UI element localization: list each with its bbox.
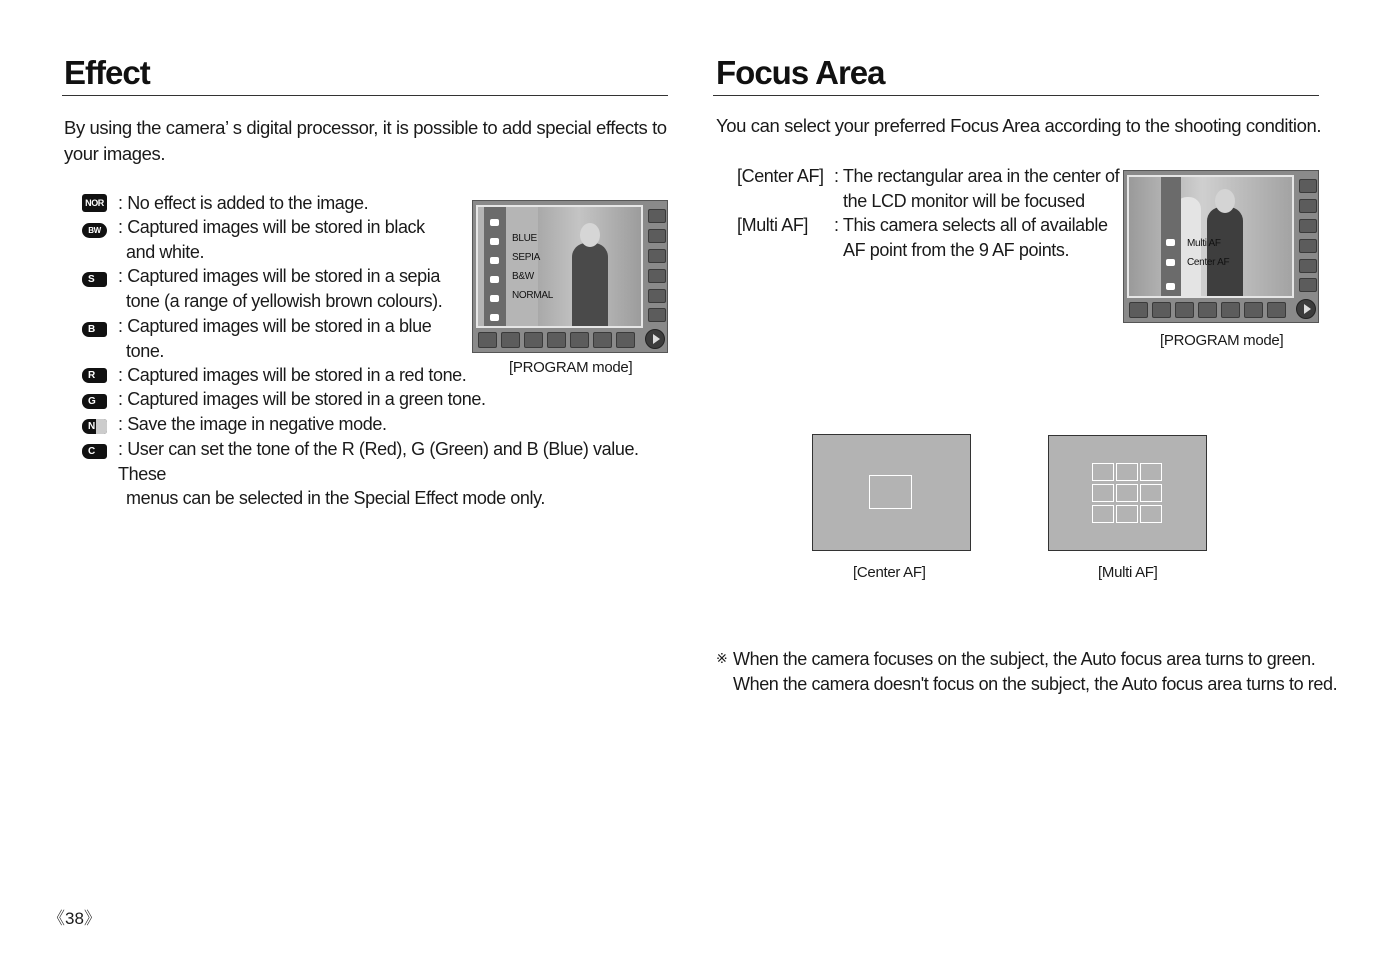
camera-bottom-button xyxy=(501,332,520,348)
menu-blue-icon xyxy=(490,238,499,245)
focus-area-intro: You can select your preferred Focus Area according to the shooting condition. xyxy=(716,115,1322,136)
focus-note-line2: When the camera doesn't focus on the subject, the Auto focus area turns to red. xyxy=(733,674,1338,694)
camera-bottom-button xyxy=(1244,302,1263,318)
menu-focus-icon xyxy=(1166,283,1175,290)
multi-af-caption: [Multi AF] xyxy=(1098,564,1158,581)
blue-effect-icon: B xyxy=(82,322,107,337)
effect-desc-cont: tone. xyxy=(126,340,165,361)
effect-intro-line2: your images. xyxy=(64,143,166,164)
center-af-frame xyxy=(869,475,912,509)
center-af-desc-line2: the LCD monitor will be focused xyxy=(843,190,1085,211)
photo-groom xyxy=(1207,207,1243,296)
camera-lcd-screen xyxy=(476,205,643,328)
camera-side-button xyxy=(648,209,666,223)
center-af-diagram xyxy=(812,434,971,551)
camera-bottom-button xyxy=(524,332,543,348)
camera-side-button xyxy=(648,269,666,283)
multi-af-diagram xyxy=(1048,435,1207,551)
focus-note xyxy=(733,647,1343,697)
camera-side-button xyxy=(648,229,666,243)
photo-subject xyxy=(572,243,608,326)
menu-sepia-icon xyxy=(490,257,499,264)
effect-desc-cont: and white. xyxy=(126,241,205,262)
camera-play-icon xyxy=(1296,299,1316,319)
photo-face xyxy=(580,223,600,247)
multi-af-desc-line1: : This camera selects all of available xyxy=(834,215,1108,235)
camera-menu-sepia: SEPIA xyxy=(512,252,540,263)
menu-bw-icon xyxy=(490,276,499,283)
center-af-caption: [Center AF] xyxy=(853,564,926,581)
camera-side-button xyxy=(648,308,666,322)
effect-desc: : No effect is added to the image. xyxy=(118,193,369,213)
multi-af-point xyxy=(1116,505,1138,523)
center-af-term: [Center AF] xyxy=(737,166,824,186)
camera-lcd-effect-illustration xyxy=(472,200,668,353)
custom-rgb-effect-icon: C xyxy=(82,444,107,459)
camera-side-button xyxy=(648,289,666,303)
camera-bottom-button xyxy=(1175,302,1194,318)
focus-area-title-rule xyxy=(713,95,1319,96)
camera-bottom-button xyxy=(570,332,589,348)
camera-menu-center-af: Center AF xyxy=(1187,257,1230,268)
effect-desc: : Captured images will be stored in a red tone. xyxy=(118,365,467,385)
camera-lcd-focus-illustration xyxy=(1123,170,1319,323)
black-white-effect-icon: BW xyxy=(82,223,107,238)
effect-desc: : Save the image in negative mode. xyxy=(118,414,387,434)
negative-effect-icon-letter: N xyxy=(88,421,95,432)
effect-title-rule xyxy=(62,95,668,96)
camera-menu-icon-strip xyxy=(1161,177,1181,296)
center-af-description xyxy=(834,164,1124,213)
menu-normal-icon xyxy=(490,295,499,302)
effect-desc: : Captured images will be stored in a green tone. xyxy=(118,389,486,409)
camera-side-button xyxy=(648,249,666,263)
effect-desc: : Captured images will be stored in black xyxy=(118,217,425,237)
effect-camera-caption: [PROGRAM mode] xyxy=(509,359,633,376)
effect-desc: : Captured images will be stored in a blue xyxy=(118,316,432,336)
camera-menu-normal: NORMAL xyxy=(512,290,553,301)
camera-play-icon xyxy=(645,329,665,349)
multi-af-point xyxy=(1116,463,1138,481)
red-effect-icon: R xyxy=(82,368,107,383)
camera-bottom-button xyxy=(1221,302,1240,318)
menu-multi-af-icon xyxy=(1166,239,1175,246)
focus-area-title: Focus Area xyxy=(716,54,885,91)
effect-intro-line1: By using the camera’ s digital processor, it is possible to add special effects to xyxy=(64,117,667,138)
note-mark: ※ xyxy=(716,650,728,666)
effect-title: Effect xyxy=(64,54,150,91)
effect-desc: : Captured images will be stored in a sepia xyxy=(118,266,440,286)
menu-effect-icon xyxy=(490,314,499,321)
camera-bottom-button xyxy=(1198,302,1217,318)
sepia-effect-icon: S xyxy=(82,272,107,287)
camera-side-button xyxy=(1299,179,1317,193)
camera-menu-blue: BLUE xyxy=(512,233,537,244)
multi-af-point xyxy=(1140,463,1162,481)
multi-af-point xyxy=(1092,484,1114,502)
camera-bottom-button xyxy=(478,332,497,348)
photo-face xyxy=(1215,189,1235,213)
camera-bottom-button xyxy=(1129,302,1148,318)
effect-intro xyxy=(64,115,674,167)
focus-camera-caption: [PROGRAM mode] xyxy=(1160,332,1284,349)
multi-af-point xyxy=(1140,484,1162,502)
negative-effect-icon xyxy=(82,419,107,434)
menu-center-af-icon xyxy=(1166,259,1175,266)
effect-desc-cont: tone (a range of yellowish brown colours). xyxy=(126,290,443,311)
camera-side-button xyxy=(1299,259,1317,273)
multi-af-description xyxy=(834,213,1124,262)
multi-af-desc-line2: AF point from the 9 AF points. xyxy=(843,239,1070,260)
camera-side-button xyxy=(1299,239,1317,253)
center-af-desc-line1: : The rectangular area in the center of xyxy=(834,166,1120,186)
focus-note-line1: When the camera focuses on the subject, the Auto focus area turns to green. xyxy=(733,649,1316,669)
camera-side-button xyxy=(1299,278,1317,292)
camera-bottom-button xyxy=(593,332,612,348)
effect-desc: : User can set the tone of the R (Red), G (Green) and B (Blue) value. These xyxy=(118,439,639,484)
effect-desc-cont: menus can be selected in the Special Effect mode only. xyxy=(126,488,545,508)
camera-lcd-screen xyxy=(1127,175,1294,298)
camera-bottom-button xyxy=(1267,302,1286,318)
green-effect-icon: G xyxy=(82,394,107,409)
multi-af-point xyxy=(1092,505,1114,523)
camera-side-button xyxy=(1299,199,1317,213)
camera-bottom-button xyxy=(1152,302,1171,318)
normal-effect-icon: NOR xyxy=(82,194,107,212)
multi-af-point xyxy=(1092,463,1114,481)
camera-side-button xyxy=(1299,219,1317,233)
page-number: 《38》 xyxy=(48,909,101,928)
menu-up-icon xyxy=(490,219,499,226)
camera-menu-multi-af: Multi AF xyxy=(1187,238,1221,249)
camera-bottom-button xyxy=(616,332,635,348)
multi-af-term: [Multi AF] xyxy=(737,215,809,235)
multi-af-point xyxy=(1140,505,1162,523)
multi-af-point xyxy=(1116,484,1138,502)
camera-menu-bw: B&W xyxy=(512,271,534,282)
camera-bottom-button xyxy=(547,332,566,348)
